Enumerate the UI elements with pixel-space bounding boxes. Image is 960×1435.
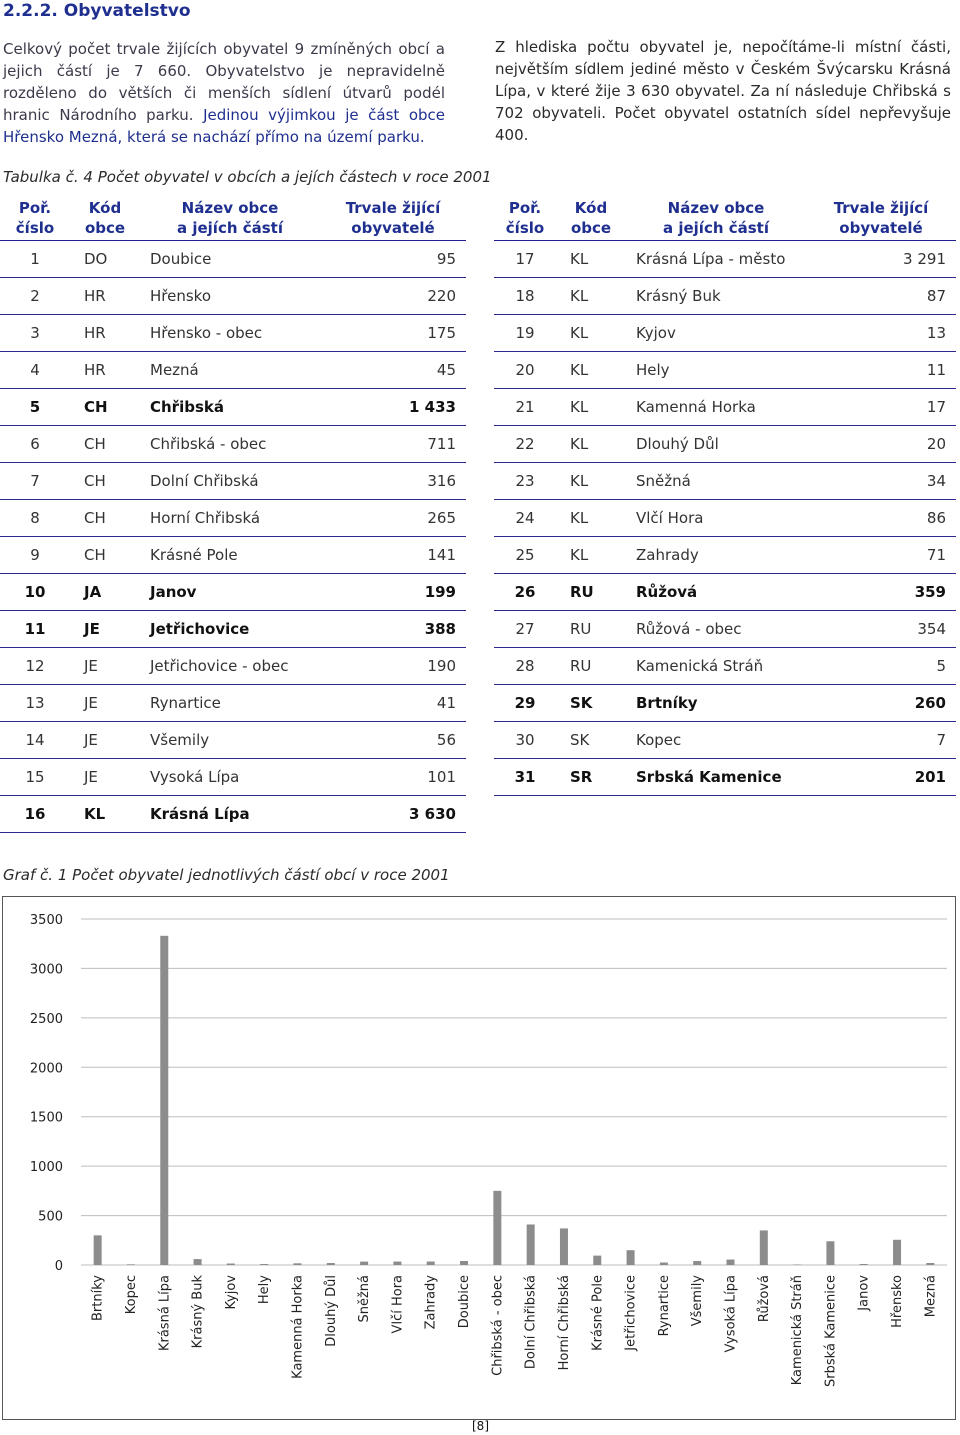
bar [260, 1264, 268, 1265]
bar [360, 1262, 368, 1265]
x-tick-label: Dolní Chřibská [523, 1275, 539, 1370]
chart-svg [3, 897, 955, 1419]
header-value: Trvale žijící obyvatelé [806, 196, 956, 241]
row-value: 141 [320, 537, 466, 574]
row-code: RU [556, 648, 626, 685]
row-value: 359 [806, 574, 956, 611]
row-code: HR [70, 278, 140, 315]
table-row [494, 759, 956, 796]
bar [693, 1261, 701, 1265]
table-row [494, 463, 956, 500]
table-row [0, 241, 466, 278]
row-name: Rynartice [140, 685, 320, 722]
row-number: 17 [494, 241, 556, 278]
table-row [0, 648, 466, 685]
x-tick-label: Brtníky [90, 1275, 106, 1321]
x-tick-label: Zahrady [423, 1275, 439, 1330]
header-code: Kód obce [70, 196, 140, 241]
table-row [0, 759, 466, 796]
table-row [494, 648, 956, 685]
x-tick-label: Sněžná [357, 1275, 373, 1323]
bar [393, 1262, 401, 1265]
row-number: 24 [494, 500, 556, 537]
page-number: [8] [472, 1419, 489, 1433]
bar [127, 1264, 135, 1265]
x-tick-label: Rynartice [656, 1275, 672, 1337]
intro-highlight: Jedinou výjimkou je část obce Hřensko Mezná, která se nachází přímo na území parku. [3, 106, 445, 146]
table-row [0, 352, 466, 389]
row-number: 15 [0, 759, 70, 796]
bar [893, 1240, 901, 1265]
table-row [494, 537, 956, 574]
row-code: KL [556, 463, 626, 500]
x-tick-label: Srbská Kamenice [823, 1275, 839, 1387]
x-tick-label: Krásná Lípa [157, 1275, 173, 1352]
population-chart [2, 896, 956, 1420]
bar [793, 1265, 801, 1266]
row-name: Kyjov [626, 315, 806, 352]
table-row [0, 389, 466, 426]
table-row [494, 611, 956, 648]
row-value: 13 [806, 315, 956, 352]
row-number: 11 [0, 611, 70, 648]
table-row [0, 574, 466, 611]
table-row [494, 500, 956, 537]
row-value: 388 [320, 611, 466, 648]
bar [560, 1228, 568, 1265]
row-number: 6 [0, 426, 70, 463]
bar [427, 1262, 435, 1265]
bar [527, 1224, 535, 1265]
row-number: 10 [0, 574, 70, 611]
bar [627, 1250, 635, 1265]
bar [194, 1259, 202, 1265]
bar [727, 1260, 735, 1265]
row-value: 354 [806, 611, 956, 648]
bar [660, 1263, 668, 1265]
row-number: 23 [494, 463, 556, 500]
population-table-left [0, 196, 466, 833]
x-tick-label: Krásný Buk [190, 1275, 206, 1349]
table-row [0, 500, 466, 537]
population-table-right [494, 196, 956, 796]
row-code: KL [556, 500, 626, 537]
row-number: 4 [0, 352, 70, 389]
row-code: JE [70, 611, 140, 648]
row-number: 9 [0, 537, 70, 574]
row-number: 12 [0, 648, 70, 685]
row-number: 13 [0, 685, 70, 722]
x-tick-label: Chřibská - obec [490, 1275, 506, 1376]
row-number: 19 [494, 315, 556, 352]
table-row [0, 722, 466, 759]
row-value: 260 [806, 685, 956, 722]
row-value: 220 [320, 278, 466, 315]
row-value: 101 [320, 759, 466, 796]
row-code: SR [556, 759, 626, 796]
bar [760, 1230, 768, 1265]
table-header-row [494, 196, 956, 241]
row-name: Hřensko [140, 278, 320, 315]
table-row [0, 611, 466, 648]
table-row [494, 685, 956, 722]
row-name: Jetřichovice - obec [140, 648, 320, 685]
x-tick-label: Hřensko [890, 1275, 906, 1328]
x-tick-label: Kyjov [223, 1275, 239, 1310]
intro-paragraph-left [3, 38, 445, 148]
bar [493, 1191, 501, 1265]
row-name: Krásná Lípa - město [626, 241, 806, 278]
row-name: Krásný Buk [626, 278, 806, 315]
row-code: JE [70, 685, 140, 722]
row-name: Hely [626, 352, 806, 389]
row-number: 14 [0, 722, 70, 759]
row-number: 30 [494, 722, 556, 759]
x-tick-label: Vlčí Hora [390, 1275, 406, 1334]
table-row [0, 685, 466, 722]
row-code: KL [556, 426, 626, 463]
row-name: Vysoká Lípa [140, 759, 320, 796]
table-row [0, 315, 466, 352]
x-tick-label: Horní Chřibská [556, 1275, 572, 1371]
row-number: 8 [0, 500, 70, 537]
row-value: 190 [320, 648, 466, 685]
row-value: 175 [320, 315, 466, 352]
x-tick-label: Vysoká Lípa [723, 1275, 739, 1353]
row-value: 265 [320, 500, 466, 537]
table-row [494, 315, 956, 352]
row-value: 17 [806, 389, 956, 426]
row-value: 5 [806, 648, 956, 685]
chart-caption: Graf č. 1 Počet obyvatel jednotlivých částí obcí v roce 2001 [3, 866, 450, 884]
row-number: 18 [494, 278, 556, 315]
table-row [0, 796, 466, 833]
row-name: Růžová [626, 574, 806, 611]
row-name: Zahrady [626, 537, 806, 574]
row-code: DO [70, 241, 140, 278]
y-tick-label: 2000 [29, 1061, 63, 1077]
row-name: Mezná [140, 352, 320, 389]
bar [460, 1261, 468, 1265]
x-tick-label: Janov [856, 1275, 872, 1311]
bar [860, 1264, 868, 1265]
table-row [494, 426, 956, 463]
row-value: 20 [806, 426, 956, 463]
row-number: 26 [494, 574, 556, 611]
row-name: Brtníky [626, 685, 806, 722]
row-name: Chřibská - obec [140, 426, 320, 463]
table-row [0, 537, 466, 574]
header-value: Trvale žijící obyvatelé [320, 196, 466, 241]
row-code: JA [70, 574, 140, 611]
row-value: 3 630 [320, 796, 466, 833]
row-value: 7 [806, 722, 956, 759]
row-number: 1 [0, 241, 70, 278]
table-caption: Tabulka č. 4 Počet obyvatel v obcích a jejích částech v roce 2001 [3, 168, 492, 186]
row-name: Kopec [626, 722, 806, 759]
bar [926, 1263, 934, 1265]
row-name: Kamenická Stráň [626, 648, 806, 685]
row-code: HR [70, 315, 140, 352]
row-name: Kamenná Horka [626, 389, 806, 426]
x-tick-label: Mezná [923, 1275, 939, 1318]
row-code: JE [70, 759, 140, 796]
table-row [494, 574, 956, 611]
row-value: 11 [806, 352, 956, 389]
row-name: Růžová - obec [626, 611, 806, 648]
row-code: CH [70, 537, 140, 574]
table-header-row [0, 196, 466, 241]
section-heading: 2.2.2. Obyvatelstvo [3, 1, 191, 21]
y-tick-label: 0 [54, 1259, 63, 1274]
row-code: RU [556, 574, 626, 611]
row-value: 56 [320, 722, 466, 759]
table-row [0, 426, 466, 463]
header-number: Poř. číslo [0, 196, 70, 241]
row-code: SK [556, 685, 626, 722]
x-tick-label: Jetřichovice [623, 1275, 639, 1351]
row-code: JE [70, 722, 140, 759]
row-value: 3 291 [806, 241, 956, 278]
row-code: CH [70, 500, 140, 537]
bar [294, 1263, 302, 1265]
row-name: Doubice [140, 241, 320, 278]
row-name: Sněžná [626, 463, 806, 500]
row-value: 71 [806, 537, 956, 574]
row-code: CH [70, 389, 140, 426]
row-name: Srbská Kamenice [626, 759, 806, 796]
x-tick-label: Dlouhý Důl [323, 1275, 339, 1347]
row-value: 1 433 [320, 389, 466, 426]
row-name: Hřensko - obec [140, 315, 320, 352]
row-name: Krásné Pole [140, 537, 320, 574]
row-value: 95 [320, 241, 466, 278]
table-row [494, 722, 956, 759]
header-name: Název obce a jejích částí [626, 196, 806, 241]
row-number: 2 [0, 278, 70, 315]
row-number: 20 [494, 352, 556, 389]
row-name: Dlouhý Důl [626, 426, 806, 463]
bar [94, 1235, 102, 1265]
row-code: RU [556, 611, 626, 648]
row-code: KL [556, 241, 626, 278]
x-tick-label: Kopec [123, 1275, 139, 1315]
y-tick-label: 3000 [29, 962, 63, 978]
row-value: 41 [320, 685, 466, 722]
row-value: 87 [806, 278, 956, 315]
x-tick-label: Hely [257, 1275, 273, 1305]
row-name: Krásná Lípa [140, 796, 320, 833]
row-value: 86 [806, 500, 956, 537]
x-tick-label: Doubice [457, 1275, 473, 1329]
table-row [494, 241, 956, 278]
x-tick-label: Kamenická Stráň [790, 1275, 806, 1386]
row-name: Vlčí Hora [626, 500, 806, 537]
bar [327, 1263, 335, 1265]
row-value: 199 [320, 574, 466, 611]
y-tick-label: 3500 [29, 913, 63, 928]
x-tick-label: Krásné Pole [590, 1275, 606, 1351]
row-name: Horní Chřibská [140, 500, 320, 537]
header-name: Název obce a jejích částí [140, 196, 320, 241]
header-code: Kód obce [556, 196, 626, 241]
table-row [494, 389, 956, 426]
bar [160, 936, 168, 1265]
bar [593, 1256, 601, 1265]
row-name: Janov [140, 574, 320, 611]
row-number: 16 [0, 796, 70, 833]
row-name: Jetřichovice [140, 611, 320, 648]
intro-text: Celkový počet trvale žijících obyvatel 9 zmíněných obcí a jejich částí je 7 660. Obyvatelstvo je nepravidelně rozděleno do větších či menších sídlení útvarů podél hranic Národního parku. [3, 40, 445, 124]
row-value: 316 [320, 463, 466, 500]
row-code: HR [70, 352, 140, 389]
row-name: Všemily [140, 722, 320, 759]
x-tick-label: Kamenná Horka [290, 1275, 306, 1379]
row-code: CH [70, 426, 140, 463]
row-number: 5 [0, 389, 70, 426]
y-tick-label: 1000 [29, 1160, 63, 1176]
row-code: KL [556, 278, 626, 315]
table-row [494, 352, 956, 389]
row-number: 7 [0, 463, 70, 500]
row-number: 29 [494, 685, 556, 722]
row-value: 45 [320, 352, 466, 389]
row-number: 3 [0, 315, 70, 352]
row-number: 27 [494, 611, 556, 648]
row-code: CH [70, 463, 140, 500]
header-number: Poř. číslo [494, 196, 556, 241]
y-tick-label: 500 [38, 1209, 63, 1225]
y-tick-label: 2500 [29, 1011, 63, 1027]
row-value: 201 [806, 759, 956, 796]
row-code: KL [556, 315, 626, 352]
row-number: 22 [494, 426, 556, 463]
row-number: 21 [494, 389, 556, 426]
x-tick-label: Všemily [690, 1275, 706, 1327]
bar [826, 1241, 834, 1265]
row-number: 31 [494, 759, 556, 796]
table-row [494, 278, 956, 315]
bar [227, 1264, 235, 1265]
row-value: 34 [806, 463, 956, 500]
intro-paragraph-right: Z hlediska počtu obyvatel je, nepočítáme-li místní části, největším sídlem jediné město v Českém Švýcarsku Krásná Lípa, v které žije 3 630 obyvatel. Za ní následuje Chřibská s 702 obyvateli. Počet obyvatel ostatních sídel nepřevyšuje 400. [495, 38, 951, 144]
y-tick-label: 1500 [29, 1110, 63, 1126]
table-row [0, 463, 466, 500]
x-tick-label: Růžová [756, 1275, 772, 1323]
row-code: KL [556, 389, 626, 426]
row-code: SK [556, 722, 626, 759]
row-number: 28 [494, 648, 556, 685]
row-name: Chřibská [140, 389, 320, 426]
row-value: 711 [320, 426, 466, 463]
row-name: Dolní Chřibská [140, 463, 320, 500]
table-row [0, 278, 466, 315]
row-code: KL [556, 537, 626, 574]
row-code: KL [556, 352, 626, 389]
row-code: KL [70, 796, 140, 833]
row-number: 25 [494, 537, 556, 574]
row-code: JE [70, 648, 140, 685]
